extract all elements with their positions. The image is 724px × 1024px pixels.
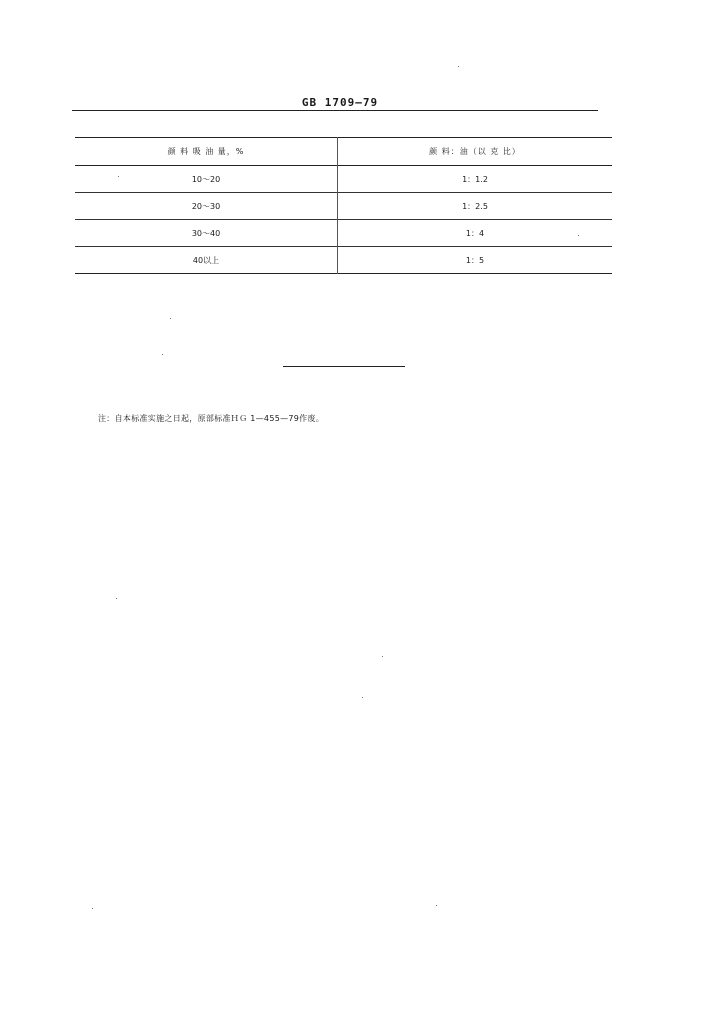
table-cell-ratio: 1：1.2 <box>462 174 488 184</box>
scan-speck <box>458 66 459 67</box>
scan-speck <box>116 598 117 599</box>
column-header-oil-absorption: 颜 料 吸 油 量，% <box>75 138 338 166</box>
table-cell-ratio: 1：4 <box>465 228 485 238</box>
table-row <box>75 247 612 274</box>
scan-speck <box>362 697 363 698</box>
table-cell-oil-absorption: 20～30 <box>75 193 338 220</box>
footnote-text: 注：自本标准实施之日起，原部标准ＨＧ 1—455—79作废。 <box>98 414 325 423</box>
table-cell-ratio: 1：5 <box>465 255 485 265</box>
table-row <box>75 193 612 220</box>
standard-code-header: GB 1709—79 <box>301 96 379 109</box>
scan-speck <box>162 354 163 355</box>
table-cell-ratio: 1：2.5 <box>462 201 488 211</box>
table-row <box>75 220 612 247</box>
column-header-pigment-oil-ratio: 颜 料：油（以 克 比） <box>429 147 521 156</box>
oil-absorption-table <box>75 137 612 274</box>
scan-speck <box>92 908 93 909</box>
scan-speck <box>578 235 579 236</box>
end-of-standard-rule <box>283 366 405 367</box>
scan-speck <box>436 905 437 906</box>
table-header-row <box>75 138 612 166</box>
scan-speck <box>382 656 383 657</box>
table-cell-oil-absorption: 10～20 <box>75 166 338 193</box>
table-row <box>75 166 612 193</box>
scan-speck <box>170 318 171 319</box>
header-divider <box>72 110 598 111</box>
table-cell-oil-absorption: 40以上 <box>75 247 338 274</box>
scan-speck <box>118 176 119 177</box>
table-cell-oil-absorption: 30～40 <box>75 220 338 247</box>
